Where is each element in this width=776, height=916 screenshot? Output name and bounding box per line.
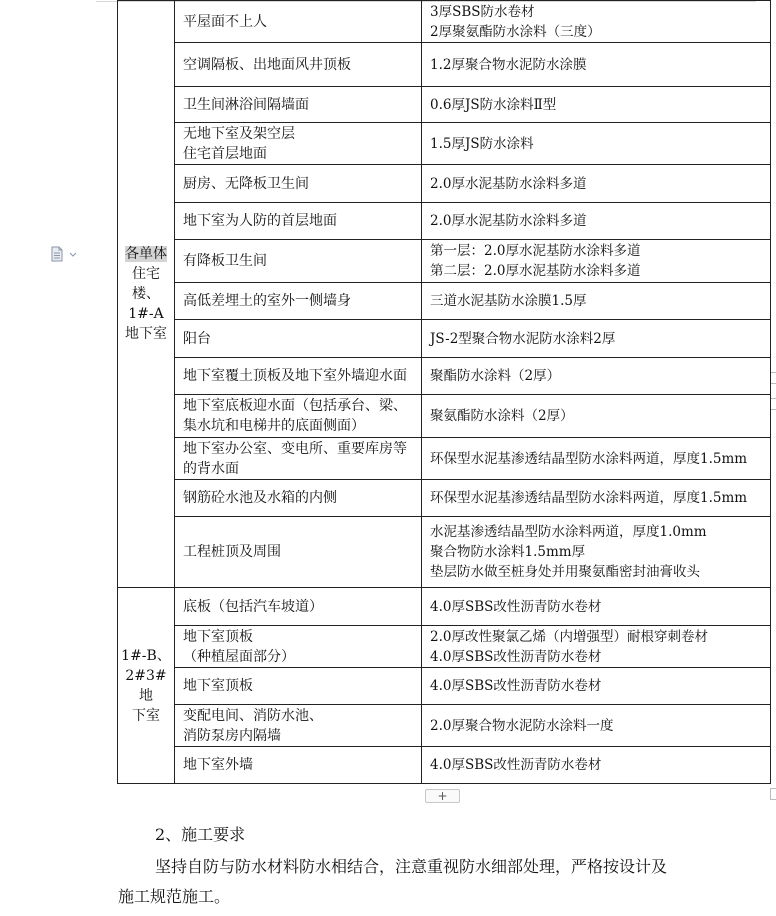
table-row	[118, 747, 771, 784]
add-row-button[interactable]	[425, 789, 460, 803]
table-row	[118, 283, 771, 320]
group-cell-residential	[118, 1, 175, 588]
material-cell: 水泥基渗透结晶型防水涂料两道，厚度1.0mm 聚合物防水涂料1.5mm厚 垫层防水做至桩身处并用聚氨酯密封油膏收头	[422, 517, 771, 588]
material-cell: 2.0厚水泥基防水涂料多道	[422, 165, 771, 203]
part-cell: 变配电间、消防水池、 消防泵房内隔墙	[175, 705, 422, 747]
material-cell: 4.0厚SBS改性沥青防水卷材	[422, 668, 771, 705]
table-row	[118, 588, 771, 626]
part-cell: 地下室顶板 （种植屋面部分）	[175, 626, 422, 668]
part-cell: 无地下室及架空层 住宅首层地面	[175, 123, 422, 165]
table-row	[118, 43, 771, 87]
material-cell: 聚酯防水涂料（2厚）	[422, 358, 771, 395]
material-cell: 第一层：2.0厚水泥基防水涂料多道 第二层：2.0厚水泥基防水涂料多道	[422, 240, 771, 283]
part-cell: 工程桩顶及周围	[175, 517, 422, 588]
section-heading: 2、施工要求	[155, 825, 246, 844]
part-cell: 有降板卫生间	[175, 240, 422, 283]
table-row	[118, 705, 771, 747]
plus-icon: +	[437, 789, 448, 803]
part-cell: 地下室为人防的首层地面	[175, 203, 422, 240]
table-row	[118, 517, 771, 588]
part-cell: 地下室办公室、变电所、重要库房等 的背水面	[175, 438, 422, 480]
material-cell: 2.0厚水泥基防水涂料多道	[422, 203, 771, 240]
table-row	[118, 438, 771, 480]
part-cell: 空调隔板、出地面风井顶板	[175, 43, 422, 87]
document-icon[interactable]	[50, 246, 78, 262]
table-row	[118, 668, 771, 705]
material-cell: 三道水泥基防水涂膜1.5厚	[422, 283, 771, 320]
material-cell: 1.2厚聚合物水泥防水涂膜	[422, 43, 771, 87]
material-cell: 环保型水泥基渗透结晶型防水涂料两道，厚度1.5mm	[422, 438, 771, 480]
table-row	[118, 626, 771, 668]
part-cell: 平屋面不上人	[175, 1, 422, 43]
material-cell: 2.0厚改性聚氯乙烯（内增强型）耐根穿刺卷材 4.0厚SBS改性沥青防水卷材	[422, 626, 771, 668]
material-cell: 环保型水泥基渗透结晶型防水涂料两道，厚度1.5mm	[422, 480, 771, 517]
part-cell: 地下室底板迎水面（包括承台、梁、 集水坑和电梯井的底面侧面）	[175, 395, 422, 438]
part-cell: 厨房、无降板卫生间	[175, 165, 422, 203]
table-row	[118, 1, 771, 43]
table-row	[118, 240, 771, 283]
scroll-marker	[770, 788, 776, 800]
table-row	[118, 123, 771, 165]
material-cell: 0.6厚JS防水涂料Ⅱ型	[422, 87, 771, 123]
material-cell: JS-2型聚合物水泥防水涂料2厚	[422, 320, 771, 358]
material-cell: 3厚SBS防水卷材 2厚聚氨酯防水涂料（三度）	[422, 1, 771, 43]
table-row	[118, 87, 771, 123]
table-row	[118, 395, 771, 438]
table-row	[118, 358, 771, 395]
material-cell: 4.0厚SBS改性沥青防水卷材	[422, 588, 771, 626]
material-cell: 4.0厚SBS改性沥青防水卷材	[422, 747, 771, 784]
waterproofing-table	[117, 0, 771, 784]
group-label: 1#-B、 2#3#地 下室	[121, 647, 171, 724]
table-row	[118, 165, 771, 203]
part-cell: 地下室覆土顶板及地下室外墙迎水面	[175, 358, 422, 395]
table-row	[118, 203, 771, 240]
part-cell: 高低差埋土的室外一侧墙身	[175, 283, 422, 320]
part-cell: 地下室外墙	[175, 747, 422, 784]
part-cell: 卫生间淋浴间隔墙面	[175, 87, 422, 123]
section-paragraph: 坚持自防与防水材料防水相结合，注意重视防水细部处理，严格按设计及施工规范施工。	[118, 857, 668, 906]
group-cell-basement	[118, 588, 175, 784]
part-cell: 阳台	[175, 320, 422, 358]
table-row	[118, 480, 771, 517]
part-cell: 地下室顶板	[175, 668, 422, 705]
part-cell: 底板（包括汽车坡道）	[175, 588, 422, 626]
table-row	[118, 320, 771, 358]
group-label-highlight: 各单体	[125, 246, 167, 262]
group-label: 住宅 楼、 1#-A 地下室	[125, 266, 167, 342]
part-cell: 钢筋砼水池及水箱的内侧	[175, 480, 422, 517]
material-cell: 1.5厚JS防水涂料	[422, 123, 771, 165]
material-cell: 聚氨酯防水涂料（2厚）	[422, 395, 771, 438]
material-cell: 2.0厚聚合物水泥防水涂料一度	[422, 705, 771, 747]
